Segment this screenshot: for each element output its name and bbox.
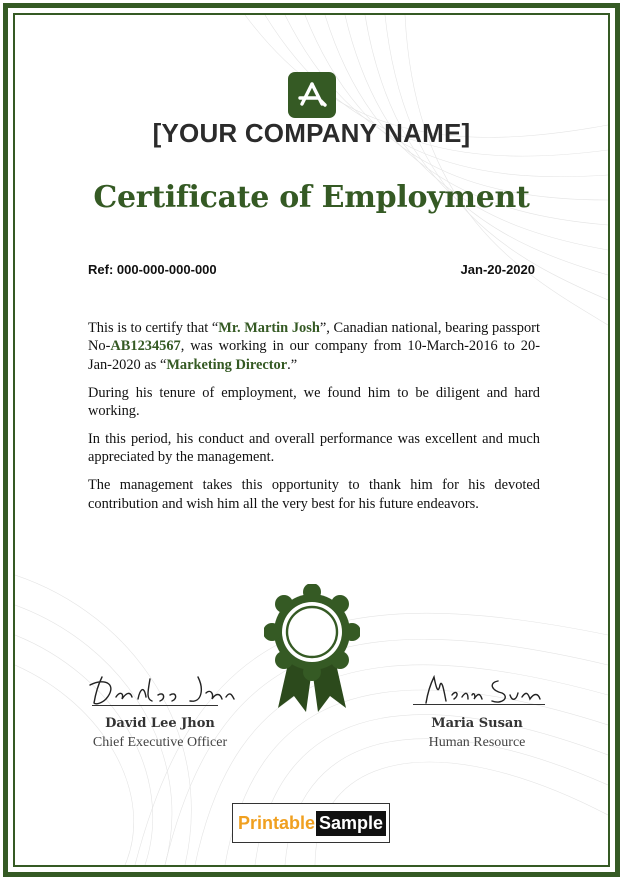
issue-date: Jan-20-2020: [460, 262, 535, 277]
p1-text-a: This is to certify that “: [88, 320, 219, 336]
signatory-name-right: Maria Susan: [431, 716, 523, 731]
position-title: Marketing Director: [166, 356, 288, 373]
paragraph-1: [88, 319, 540, 374]
signature-line-left: [92, 705, 218, 706]
employee-name: Mr. Martin Josh: [218, 320, 320, 336]
paragraph-4: The management takes this opportunity to thank him for his devoted contribution and wish him all the very best for his future endeavors.: [88, 477, 540, 512]
certificate-title: Certificate of Employment: [93, 180, 530, 215]
signatory-title-right: Human Resource: [428, 735, 526, 750]
letter-body: [88, 319, 540, 523]
p1-text-d: .”: [287, 356, 298, 373]
p1-text-c: , was working in our company from 10-March-2016 to 20-Jan-2020 as “: [88, 338, 540, 373]
logo-icon: [288, 72, 336, 118]
printable-sample-logo: [232, 803, 390, 843]
brand-text-printable: Printable: [237, 812, 315, 833]
signatory-title-left: Chief Executive Officer: [92, 735, 228, 750]
paragraph-3: In this period, his conduct and overall performance was excellent and much appreciated by the management.: [88, 431, 540, 466]
p1-text-b: ”, Canadian national, bearing passport No-: [88, 320, 540, 355]
signature-line-right: [413, 704, 545, 705]
company-logo: [288, 72, 336, 118]
signatory-name-left: David Lee Jhon: [105, 716, 215, 731]
paragraph-2: During his tenure of employment, we found him to be diligent and hard working.: [88, 384, 540, 420]
reference-number: Ref: 000-000-000-000: [88, 262, 217, 277]
company-name: [YOUR COMPANY NAME]: [152, 118, 471, 148]
signature-right: [412, 671, 562, 711]
brand-text-sample: Sample: [316, 811, 386, 836]
passport-number: AB1234567: [110, 338, 181, 355]
award-seal-icon: [264, 584, 360, 714]
